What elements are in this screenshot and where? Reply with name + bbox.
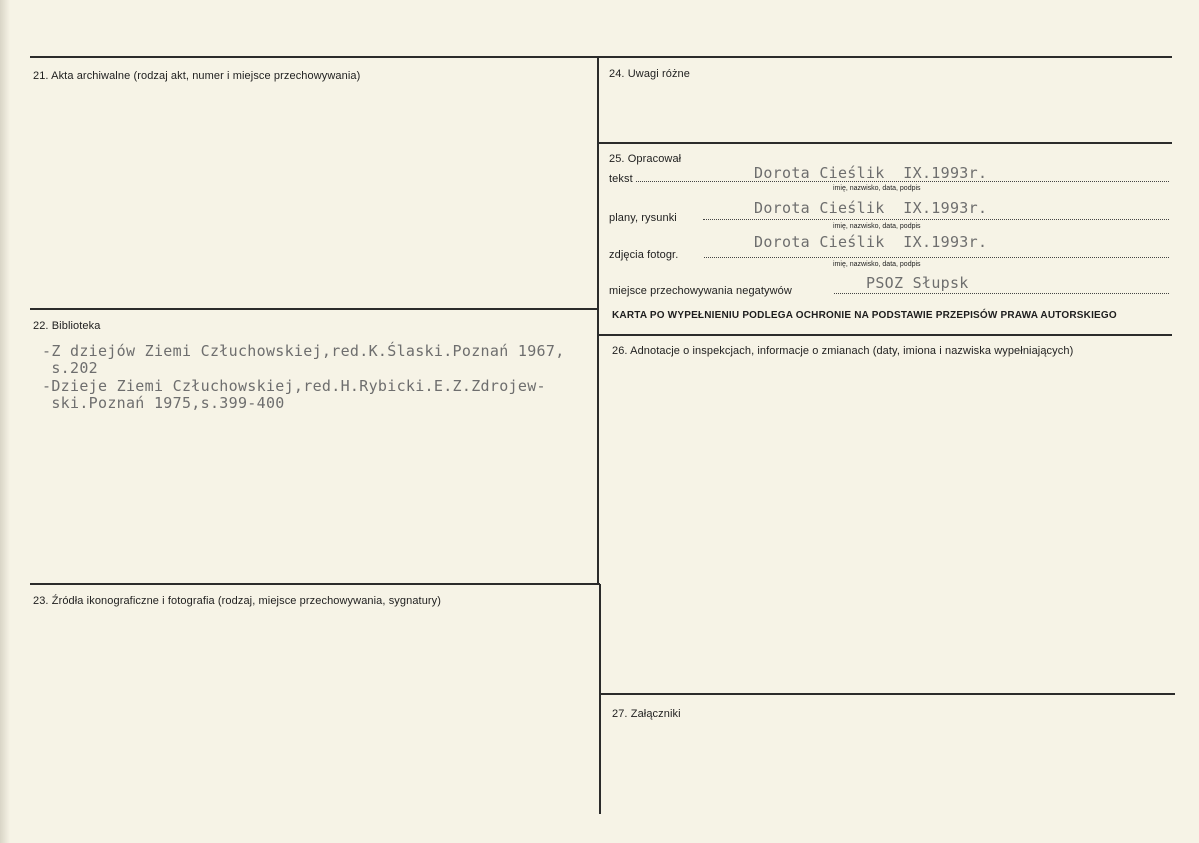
negatywy-label: miejsce przechowywania negatywów [609,285,792,297]
copyright-notice: KARTA PO WYPEŁNIENIU PODLEGA OCHRONIE NA PODSTAWIE PRZEPISÓW PRAWA AUTORSKIEGO [612,310,1117,321]
plany-value: Dorota Cieślik IX.1993r. [754,199,988,217]
biblioteka-line-2: s.202 [42,359,98,377]
rule-24-25 [598,142,1172,144]
plany-dotted-line [703,219,1169,220]
rule-21-22 [30,308,598,310]
biblioteka-line-4: ski.Poznań 1975,s.399-400 [42,394,285,412]
negatywy-dotted-line [834,293,1169,294]
plany-label: plany, rysunki [609,212,677,224]
tekst-hint: imię, nazwisko, data, podpis [833,185,921,192]
field-23-label: 23. Źródła ikonograficzne i fotografia (rodzaj, miejsce przechowywania, sygnatury) [33,595,442,607]
tekst-value: Dorota Cieślik IX.1993r. [754,164,988,182]
tekst-label: tekst [609,173,633,185]
field-26-label: 26. Adnotacje o inspekcjach, informacje o zmianach (daty, imiona i nazwiska wypełniających) [612,345,1074,357]
field-21-label: 21. Akta archiwalne (rodzaj akt, numer i miejsce przechowywania) [33,70,361,82]
field-25-label: 25. Opracował [609,153,682,165]
center-divider-lower [599,584,601,814]
zdjecia-label: zdjęcia fotogr. [609,249,679,261]
field-22-label: 22. Biblioteka [33,320,101,332]
zdjecia-hint: imię, nazwisko, data, podpis [833,261,921,268]
field-27-label: 27. Załączniki [612,708,681,720]
negatywy-value: PSOZ Słupsk [866,274,969,292]
biblioteka-line-3: -Dzieje Ziemi Człuchowskiej,red.H.Rybicki.E.Z.Zdrojew- [42,377,546,395]
rule-22-23 [30,583,600,585]
biblioteka-line-1: -Z dziejów Ziemi Człuchowskiej,red.K.Ślaski.Poznań 1967, [42,342,565,360]
field-24-label: 24. Uwagi różne [609,68,690,80]
paper-edge [0,0,10,843]
top-rule [30,56,1172,58]
center-divider [597,56,599,584]
rule-26-27 [600,693,1175,695]
zdjecia-dotted-line [704,257,1169,258]
plany-hint: imię, nazwisko, data, podpis [833,223,921,230]
rule-25-26 [598,334,1172,336]
zdjecia-value: Dorota Cieślik IX.1993r. [754,233,988,251]
